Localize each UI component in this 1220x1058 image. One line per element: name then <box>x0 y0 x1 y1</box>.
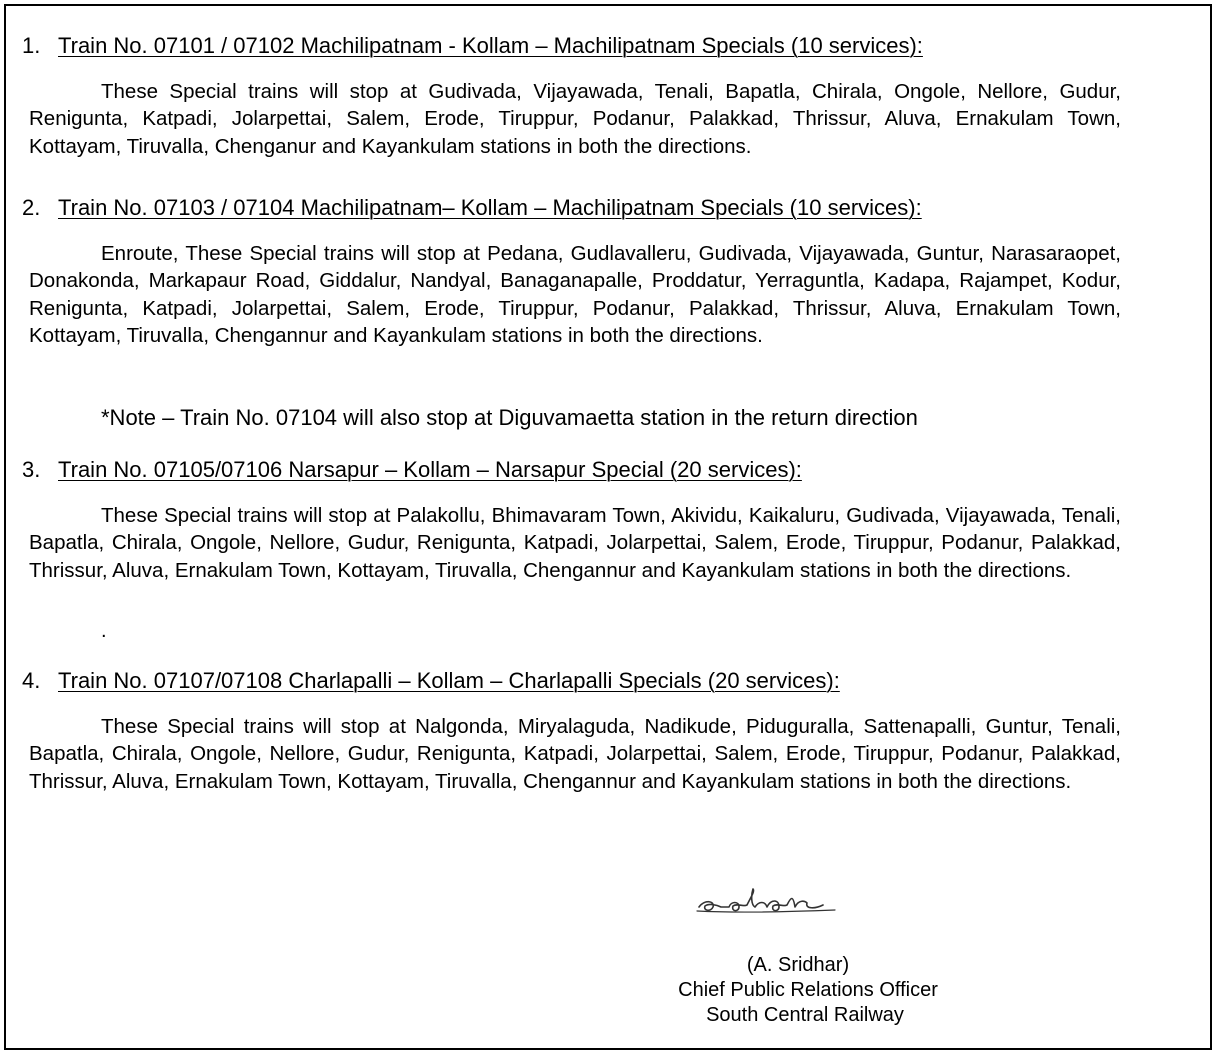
signatory-organization: South Central Railway <box>706 1004 904 1026</box>
section-2-body: Enroute, These Special trains will stop at Pedana, Gudlavalleru, Gudivada, Vijayawada, Guntur, Narasaraopet, Donakonda, Markapaur Road, Giddalur, Nandyal, Banaganapalle, Proddatur, Yerraguntla, Kadapa, Rajampet, Kodur, Renigunta, Katpadi, Jolarpettai, Salem, Erode, Tiruppur, Podanur, Palakkad, Thrissur, Aluva, Ernakulam Town, Kottayam, Tiruvalla, Chengannur and Kayankulam stations in both the directions. <box>29 242 1121 347</box>
section-3-heading <box>22 457 802 483</box>
section-3-title: Train No. 07105/07106 Narsapur – Kollam – Narsapur Special (20 services): <box>58 457 802 482</box>
section-2-note: *Note – Train No. 07104 will also stop at Diguvamaetta station in the return direction <box>101 405 918 430</box>
section-4-heading <box>22 668 840 694</box>
section-4-number: 4. <box>22 668 41 693</box>
section-3-number: 3. <box>22 457 41 482</box>
section-1-heading <box>22 33 923 59</box>
signatory-name: (A. Sridhar) <box>746 954 850 976</box>
section-2-heading <box>22 195 922 221</box>
section-4-body: These Special trains will stop at Nalgonda, Miryalaguda, Nadikude, Piduguralla, Sattenapalli, Guntur, Tenali, Bapatla, Chirala, Ongole, Nellore, Gudur, Renigunta, Katpadi, Jolarpettai, Salem, Erode, Tiruppur, Podanur, Palakkad, Thrissur, Aluva, Ernakulam Town, Kottayam, Tiruvalla, Chengannur and Kayankulam stations in both the directions. <box>29 715 1121 793</box>
section-2-title: Train No. 07103 / 07104 Machilipatnam– Kollam – Machilipatnam Specials (10 services): <box>58 195 922 220</box>
section-2-number: 2. <box>22 195 41 220</box>
signatory-designation: Chief Public Relations Officer <box>678 979 938 1001</box>
section-1-number: 1. <box>22 33 41 58</box>
section-1-title: Train No. 07101 / 07102 Machilipatnam - Kollam – Machilipatnam Specials (10 services): <box>58 33 923 58</box>
handwritten-signature <box>695 885 845 925</box>
section-4-title: Train No. 07107/07108 Charlapalli – Kollam – Charlapalli Specials (20 services): <box>58 668 840 693</box>
section-3-body: These Special trains will stop at Palakollu, Bhimavaram Town, Akividu, Kaikaluru, Gudivada, Vijayawada, Tenali, Bapatla, Chirala, Ongole, Nellore, Gudur, Renigunta, Katpadi, Jolarpettai, Salem, Erode, Tiruppur, Podanur, Palakkad, Thrissur, Aluva, Ernakulam Town, Kottayam, Tiruvalla, Chengannur and Kayankulam stations in both the directions. <box>29 504 1121 582</box>
section-3-trailing-mark: . <box>101 620 107 642</box>
section-1-body: These Special trains will stop at Gudivada, Vijayawada, Tenali, Bapatla, Chirala, Ongole, Nellore, Gudur, Renigunta, Katpadi, Jolarpettai, Salem, Erode, Tiruppur, Podanur, Palakkad, Thrissur, Aluva, Ernakulam Town, Kottayam, Tiruvalla, Chenganur and Kayankulam stations in both the directions. <box>29 80 1121 158</box>
